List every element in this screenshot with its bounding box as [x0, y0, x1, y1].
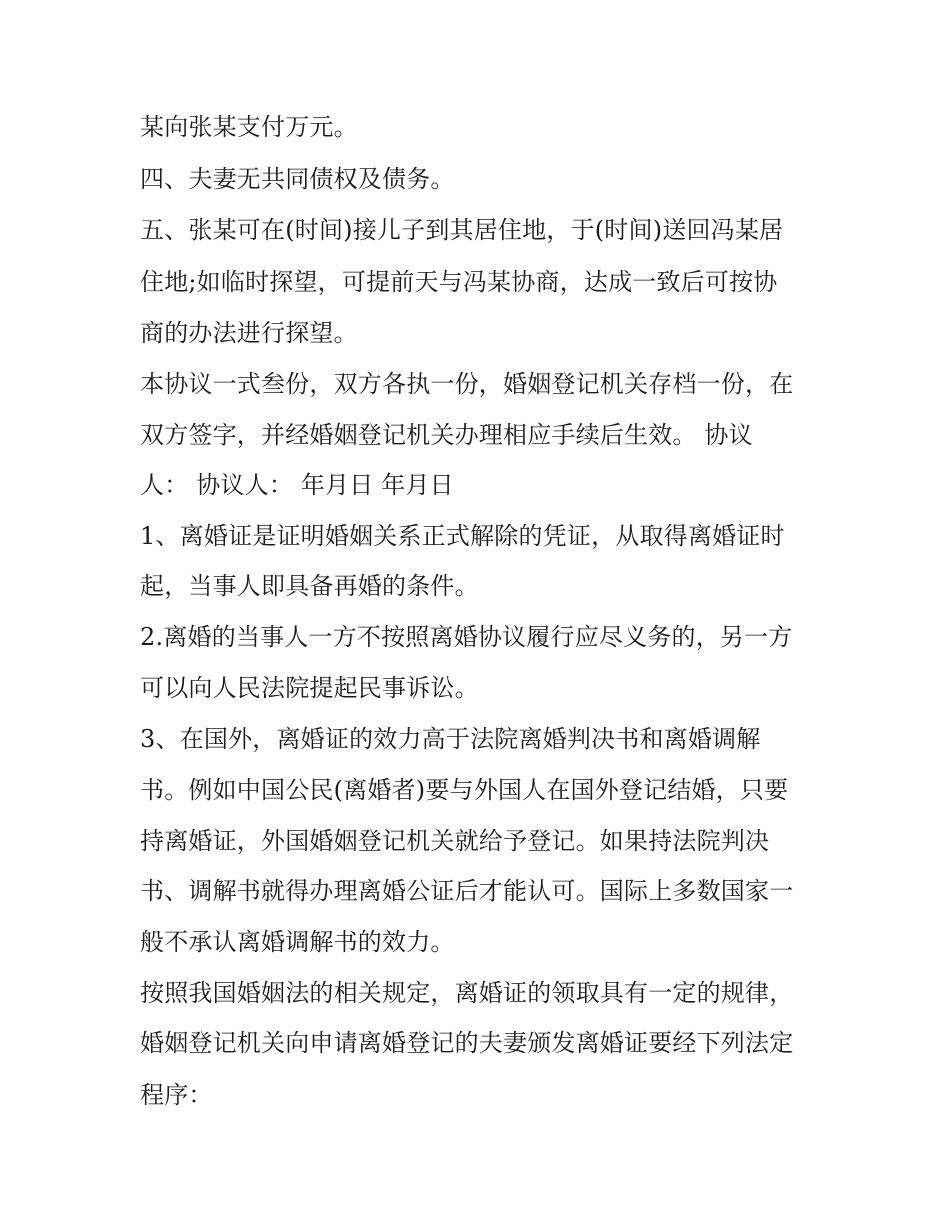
- text-line-7: 双方签字，并经婚姻登记机关办理相应手续后生效。 协议: [140, 421, 753, 449]
- text-line-14: 书。例如中国公民(离婚者)要与外国人在国外登记结婚，只要: [140, 776, 789, 804]
- text-line-19: 婚姻登记机关向申请离婚登记的夫妻颁发离婚证要经下列法定: [140, 1029, 794, 1057]
- text-line-5: 商的办法进行探望。: [140, 319, 358, 347]
- text-line-13: 3、在国外，离婚证的效力高于法院离婚判决书和离婚调解: [140, 725, 761, 753]
- text-line-17: 般不承认离婚调解书的效力。: [140, 928, 455, 956]
- text-line-11: 2.离婚的当事人一方不按照离婚协议履行应尽义务的，另一方: [140, 623, 793, 651]
- text-line-16: 书、调解书就得办理离婚公证后才能认可。国际上多数国家一: [140, 877, 794, 905]
- text-line-4: 住地;如临时探望，可提前天与冯某协商，达成一致后可按协: [140, 268, 778, 296]
- text-line-10: 起，当事人即具备再婚的条件。: [140, 572, 479, 600]
- text-line-1: 某向张某支付万元。: [140, 113, 358, 141]
- text-line-9: 1、离婚证是证明婚姻关系正式解除的凭证，从取得离婚证时: [140, 522, 785, 550]
- text-line-20: 程序：: [140, 1081, 213, 1109]
- text-line-6: 本协议一式叁份，双方各执一份，婚姻登记机关存档一份，在: [140, 370, 794, 398]
- text-line-8: 人： 协议人： 年月日 年月日: [140, 471, 454, 499]
- text-line-3: 五、张某可在(时间)接儿子到其居住地，于(时间)送回冯某居: [140, 216, 784, 244]
- text-line-2: 四、夫妻无共同债权及债务。: [140, 165, 455, 193]
- text-line-15: 持离婚证，外国婚姻登记机关就给予登记。如果持法院判决: [140, 827, 770, 855]
- text-line-12: 可以向人民法院提起民事诉讼。: [140, 674, 479, 702]
- text-line-18: 按照我国婚姻法的相关规定，离婚证的领取具有一定的规律，: [140, 979, 794, 1007]
